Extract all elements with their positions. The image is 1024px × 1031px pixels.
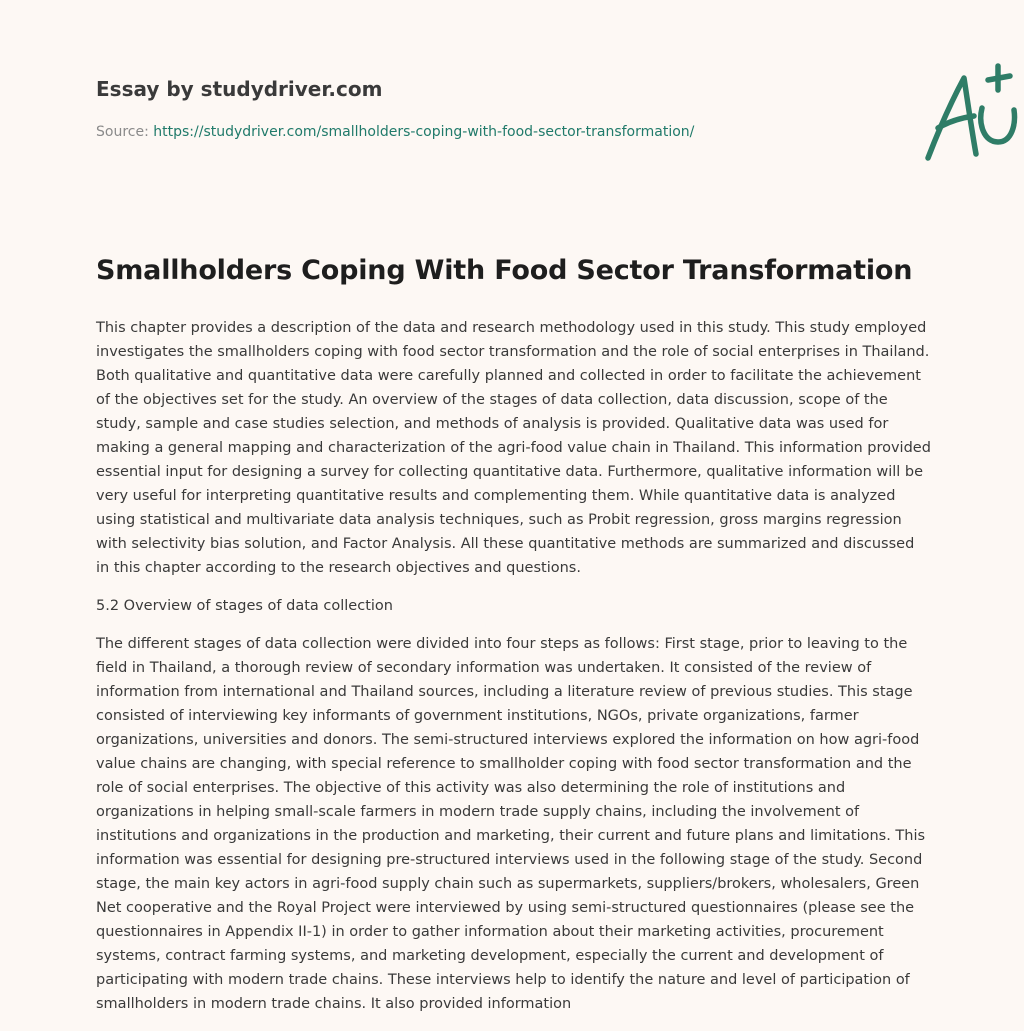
source-line <box>96 124 694 140</box>
paragraph: This chapter provides a description of the data and research methodology used in this study. This study employed investigates the smallholders coping with food sector transformation and the role of social enterprises in Thailand. Both qualitative and quantitative data were carefully planned and collected in order to facilitate the achievement of the objectives set for the study. An overview of the stages of data collection, data discussion, scope of the study, sample and case studies selection, and methods of analysis is provided. Qualitative data was used for making a general mapping and characterization of the agri-food value chain in Thailand. This information provided essential input for designing a survey for collecting quantitative data. Furthermore, qualitative information will be very useful for interpreting quantitative results and complementing them. While quantitative data is analyzed using statistical and multivariate data analysis techniques, such as Probit regression, gross margins regression with selectivity bias solution, and Factor Analysis. All these quantitative methods are summarized and discussed in this chapter according to the research objectives and questions. <box>96 320 931 576</box>
source-label: Source: <box>96 124 154 140</box>
section-heading: 5.2 Overview of stages of data collection <box>96 598 393 614</box>
page-title: Smallholders Coping With Food Sector Transformation <box>96 255 913 286</box>
paragraph: The different stages of data collection were divided into four steps as follows: First stage, prior to leaving to the field in Thailand, a thorough review of secondary information was undertaken. It consisted of the review of information from international and Thailand sources, including a literature review of previous studies. This stage consisted of interviewing key informants of government institutions, NGOs, private organizations, farmer organizations, universities and donors. The semi-structured interviews explored the information on how agri-food value chains are changing, with special reference to smallholder coping with food sector transformation and the role of social enterprises. The objective of this activity was also determining the role of institutions and organizations in helping small-scale farmers in modern trade supply chains, including the involvement of institutions and organizations in the production and marketing, their current and future plans and limitations. This information was essential for designing pre-structured interviews used in the following stage of the study. Second stage, the main key actors in agri-food supply chain such as supermarkets, suppliers/brokers, wholesalers, Green Net cooperative and the Royal Project were interviewed by using semi-structured questionnaires (please see the questionnaires in Appendix II-1) in order to gather information about their marketing activities, procurement systems, contract farming systems, and marketing development, especially the current and development of participating with modern trade chains. These interviews help to identify the nature and level of participation of smallholders in modern trade chains. It also provided information <box>96 636 926 1012</box>
article-body <box>96 316 932 1030</box>
a-plus-logo-icon <box>916 62 1024 170</box>
source-link[interactable]: https://studydriver.com/smallholders-coping-with-food-sector-transformation/ <box>153 124 695 140</box>
essay-by-heading: Essay by studydriver.com <box>96 77 383 101</box>
